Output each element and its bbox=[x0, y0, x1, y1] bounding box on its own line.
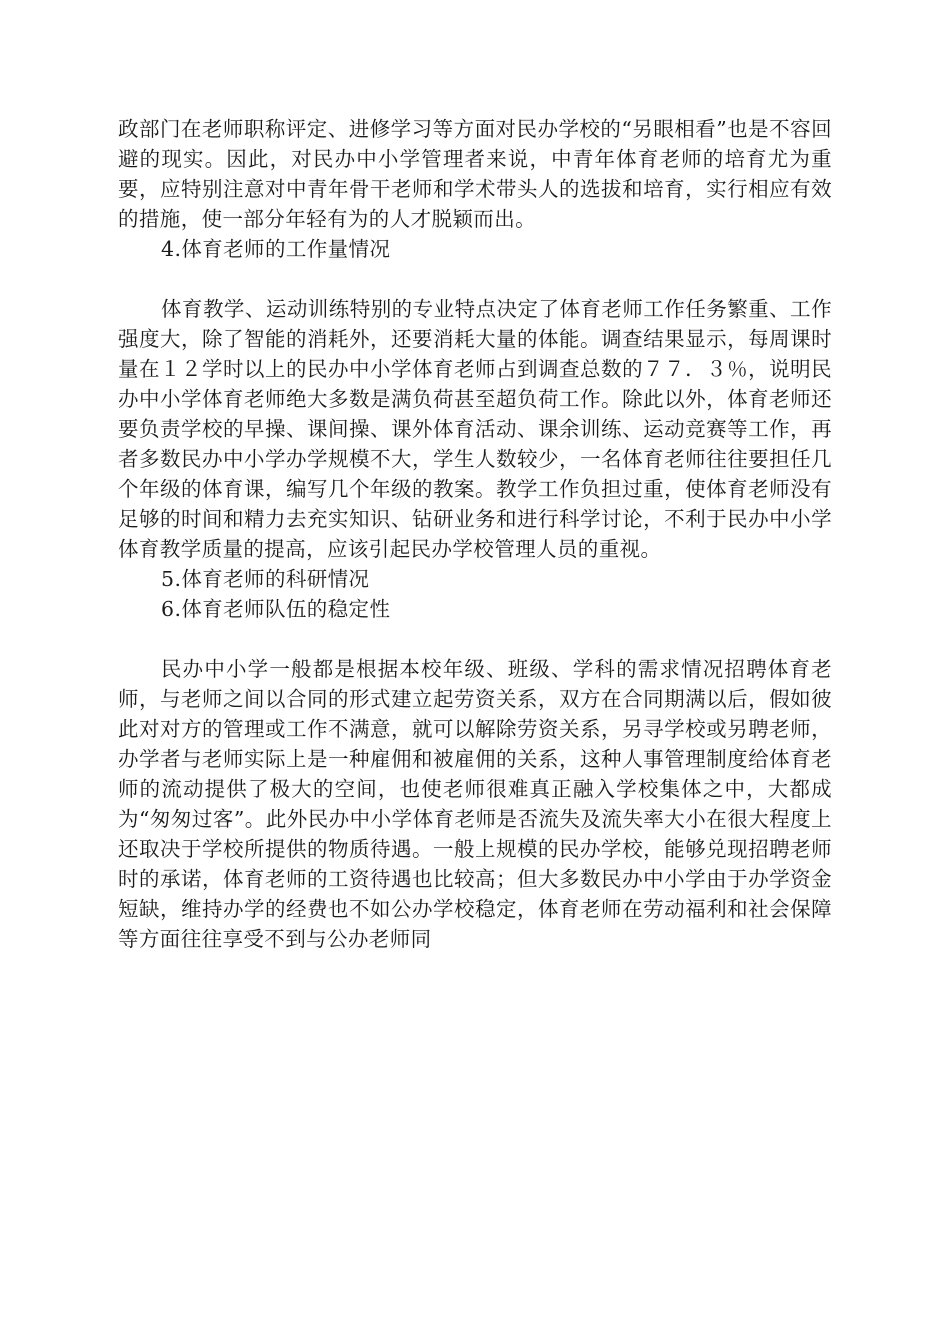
section-heading-stability: 6.体育老师队伍的稳定性 bbox=[161, 597, 391, 621]
section-heading-research: 5.体育老师的科研情况 bbox=[161, 567, 370, 591]
section-heading-workload: 4.体育老师的工作量情况 bbox=[161, 237, 391, 261]
paragraph-workload: 体育教学、运动训练特别的专业特点决定了体育老师工作任务繁重、工作强度大，除了智能的消耗外，还要消耗大量的体能。调查结果显示，每周课时量在１２学时以上的民办中小学体育老师占到调查总数的７７．３％，说明民办中小学体育老师绝大多数是满负荷甚至超负荷工作。除此以外，体育老师还要负责学校的早操、课间操、课外体育活动、课余训练、运动竞赛等工作，再者多数民办中小学办学规模不大，学生人数较少，一名体育老师往往要担任几个年级的体育课，编写几个年级的教案。教学工作负担过重，使体育老师没有足够的时间和精力去充实知识、钻研业务和进行科学讨论，不利于民办中小学体育教学质量的提高，应该引起民办学校管理人员的重视。 bbox=[118, 297, 832, 561]
paragraph-stability: 民办中小学一般都是根据本校年级、班级、学科的需求情况招聘体育老师，与老师之间以合同的形式建立起劳资关系，双方在合同期满以后，假如彼此对对方的管理或工作不满意，就可以解除劳资关系，另寻学校或另聘老师，办学者与老师实际上是一种雇佣和被雇佣的关系，这种人事管理制度给体育老师的流动提供了极大的空间，也使老师很难真正融入学校集体之中，大都成为“匆匆过客”。此外民办中小学体育老师是否流失及流失率大小在很大程度上还取决于学校所提供的物质待遇。一般上规模的民办学校，能够兑现招聘老师时的承诺，体育老师的工资待遇也比较高；但大多数民办中小学由于办学资金短缺，维持办学的经费也不如公办学校稳定，体育老师在劳动福利和社会保障等方面往往享受不到与公办老师同 bbox=[118, 657, 832, 951]
paragraph-teacher-evaluation: 政部门在老师职称评定、进修学习等方面对民办学校的“另眼相看”也是不容回避的现实。因此，对民办中小学管理者来说，中青年体育老师的培育尤为重要，应特别注意对中青年骨干老师和学术带头人的选拔和培育，实行相应有效的措施，使一部分年轻有为的人才脱颖而出。 bbox=[118, 117, 832, 231]
